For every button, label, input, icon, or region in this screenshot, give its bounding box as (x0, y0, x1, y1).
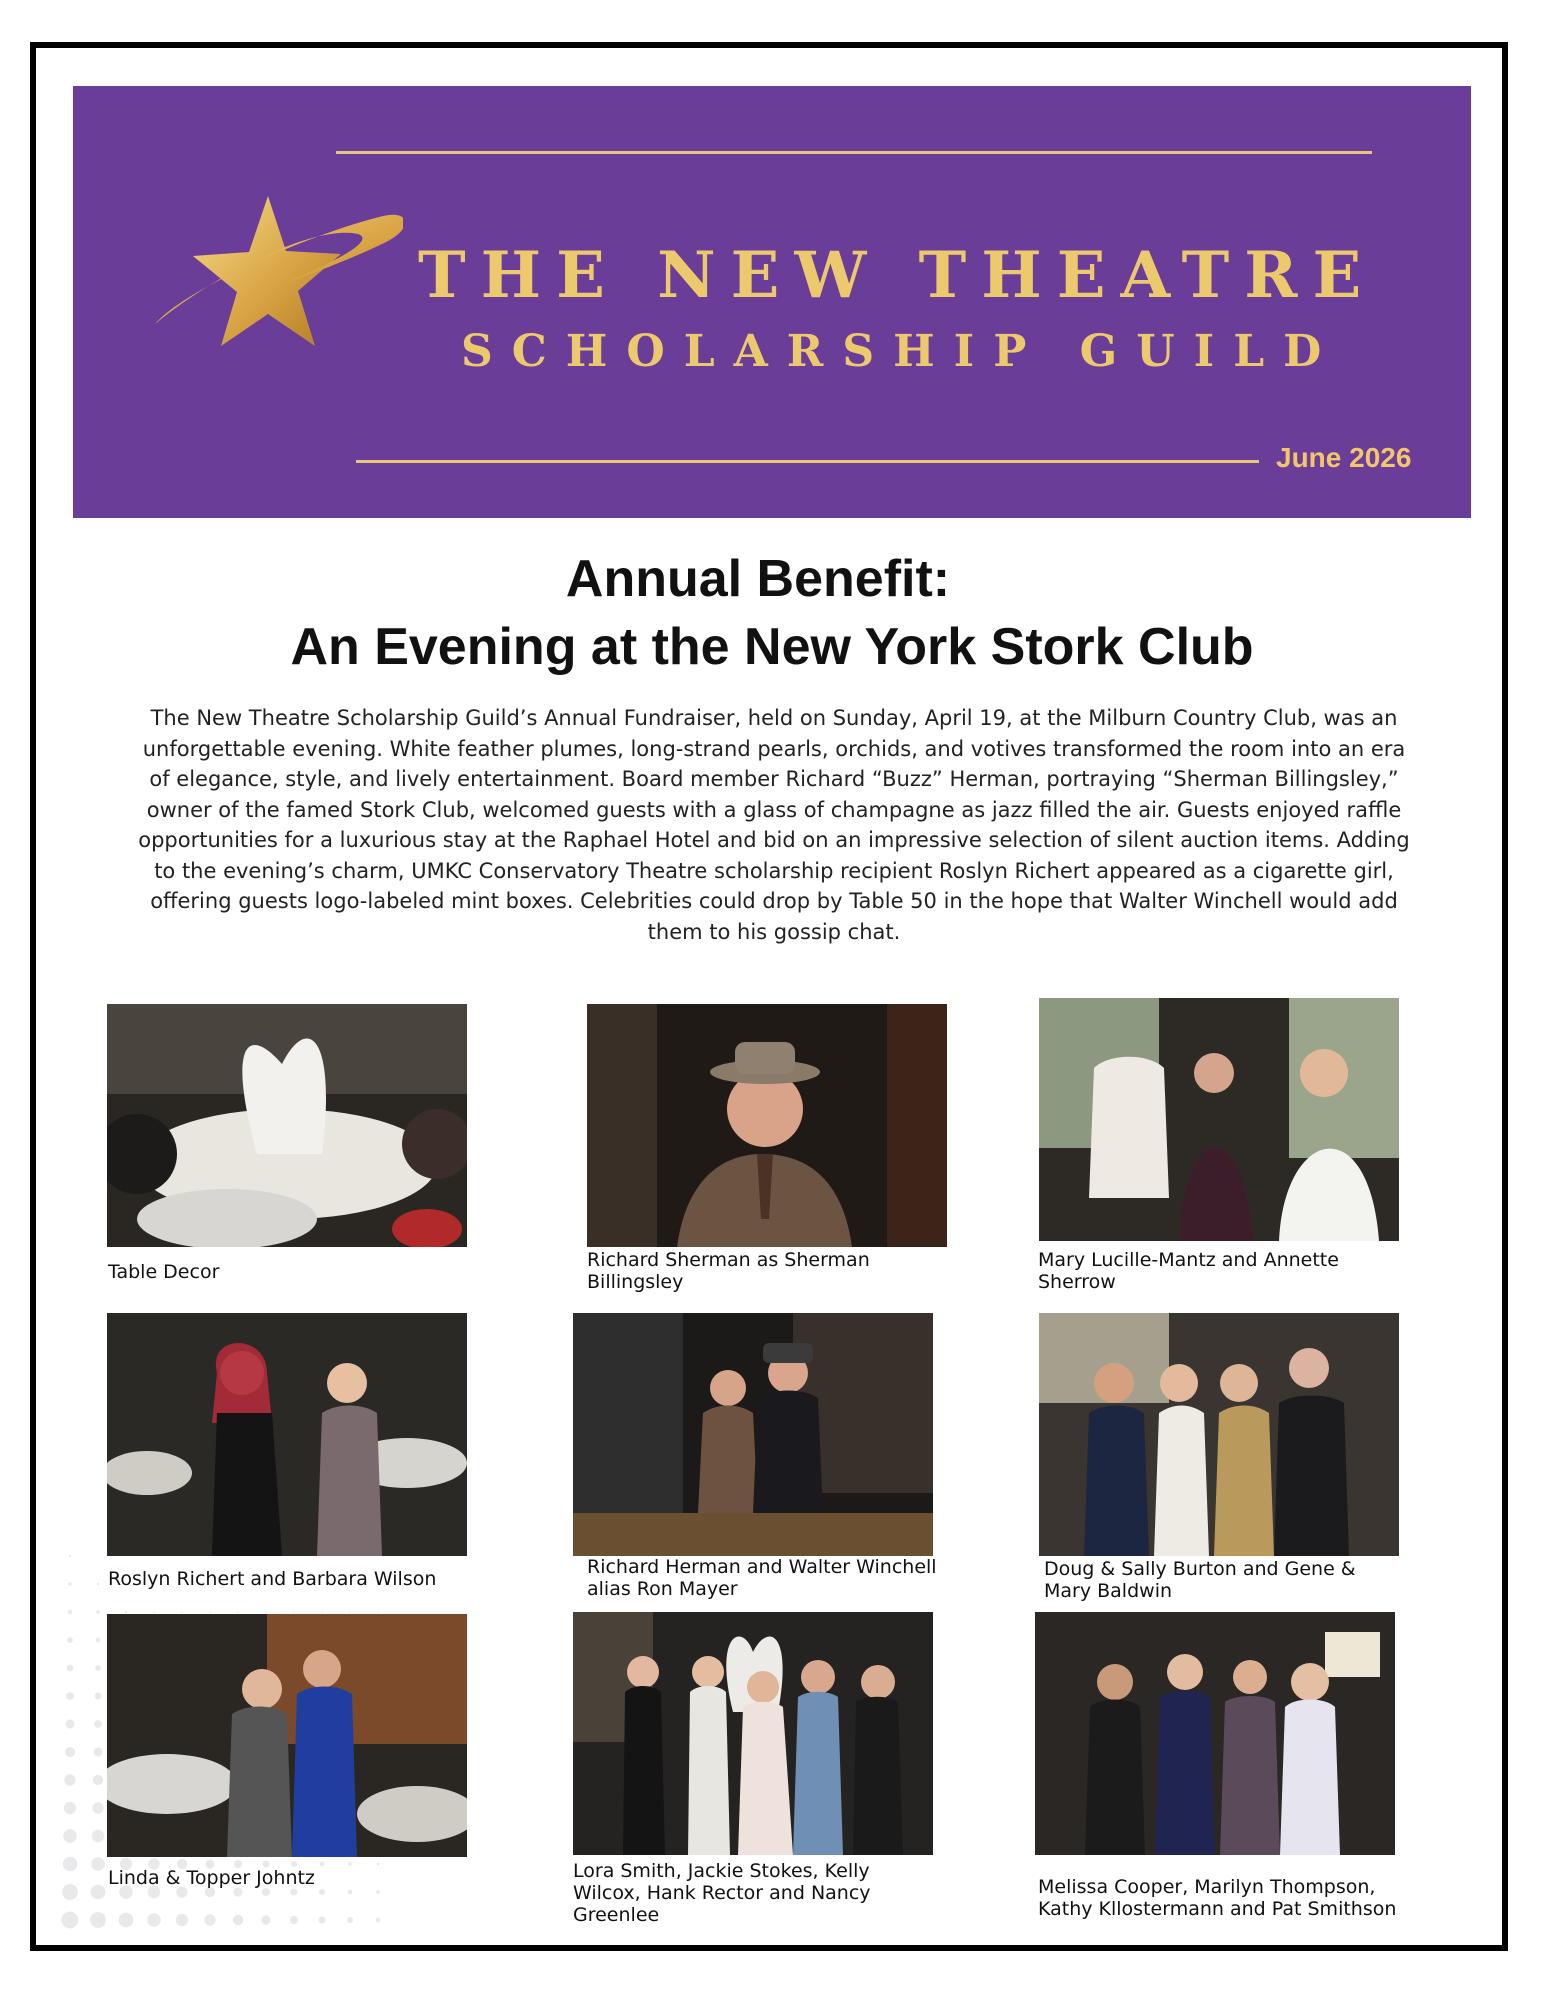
issue-date: June 2026 (1276, 442, 1412, 473)
photo-caption: Mary Lucille-Mantz and Annette Sherrow (1038, 1249, 1339, 1293)
photo-linda-topper (107, 1614, 467, 1857)
photo-caption: Richard Sherman as Sherman Billingsley (587, 1249, 870, 1293)
photo-group-five (573, 1612, 933, 1855)
photo-richard-sherman (587, 1004, 947, 1247)
newsletter-banner (73, 86, 1471, 518)
photo-caption: Richard Herman and Walter Winchell alias Ron Mayer (587, 1556, 937, 1600)
photo-caption: Roslyn Richert and Barbara Wilson (108, 1568, 437, 1590)
newsletter-title: THE NEW THEATRE (418, 238, 1377, 313)
gold-star-swoosh-icon (153, 196, 403, 396)
photo-burton-baldwin (1039, 1313, 1399, 1556)
headline-line-2: An Evening at the New York Stork Club (290, 618, 1254, 676)
photo-richard-walter (573, 1313, 933, 1556)
headline-line-1: Annual Benefit: (565, 550, 951, 608)
photo-mary-annette (1039, 998, 1399, 1241)
banner-bottom-rule (356, 460, 1259, 463)
photo-caption: Melissa Cooper, Marilyn Thompson, Kathy Kllostermann and Pat Smithson (1038, 1876, 1397, 1920)
newsletter-subtitle: SCHOLARSHIP GUILD (461, 326, 1341, 377)
article-headline (73, 545, 1471, 681)
article-body: The New Theatre Scholarship Guild’s Annual Fundraiser, held on Sunday, April 19, at the Milburn Country Club, was an unforgettable evening. White feather plumes, long-strand pearls, orchids, and votives transformed the room into an era of elegance, style, and lively entertainment. Board member Richard “Buzz” Herman, portraying “Sherman Billingsley,” owner of the famed Stork Club, welcomed guests with a glass of champagne as jazz filled the air. Guests enjoyed raffle opportunities for a luxurious stay at the Raphael Hotel and bid on an impressive selection of silent auction items. Adding to the evening’s charm, UMKC Conservatory Theatre scholarship recipient Roslyn Richert appeared as a cigarette girl, offering guests logo-labeled mint boxes. Celebrities could drop by Table 50 in the hope that Walter Winchell would add them to his gossip chat. (138, 706, 1410, 944)
photo-group-four (1035, 1612, 1395, 1855)
photo-caption: Doug & Sally Burton and Gene & Mary Baldwin (1044, 1558, 1356, 1602)
photo-caption: Table Decor (108, 1261, 220, 1283)
banner-top-rule (336, 151, 1372, 154)
photo-roslyn-barbara (107, 1313, 467, 1556)
photo-caption: Lora Smith, Jackie Stokes, Kelly Wilcox, Hank Rector and Nancy Greenlee (573, 1860, 871, 1926)
photo-caption: Linda & Topper Johntz (108, 1867, 315, 1889)
photo-table-decor (107, 1004, 467, 1247)
